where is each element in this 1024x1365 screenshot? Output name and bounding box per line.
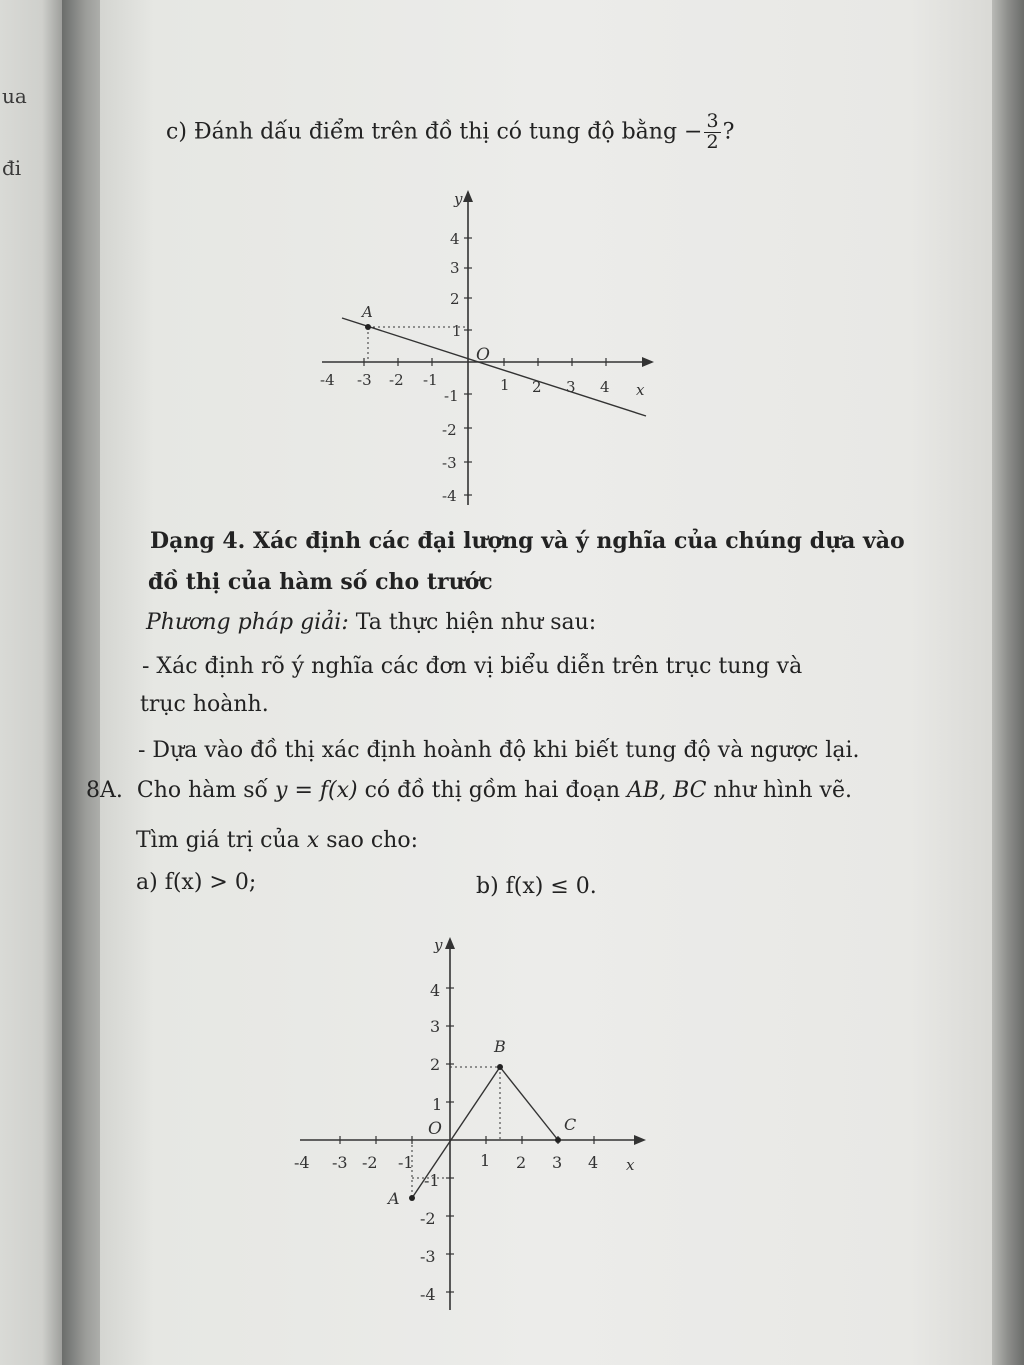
- graph-2-y-tick: 2: [430, 1055, 441, 1074]
- graph-2-x-tick: 1: [480, 1151, 491, 1170]
- graph-2-y-tick: 4: [430, 981, 441, 1000]
- exercise-number: 8A.: [86, 778, 123, 803]
- exercise-part-a: a) f(x) > 0;: [136, 870, 257, 895]
- graph-1-x-tick: -4: [320, 371, 335, 389]
- page-edge: [992, 0, 1024, 1365]
- fraction: [704, 112, 720, 153]
- exercise-text-2: có đồ thị gồm hai đoạn: [357, 778, 628, 803]
- previous-page-text-2: đi: [2, 156, 22, 180]
- fraction-numerator: 3: [706, 110, 719, 132]
- graph-2-point-C: [555, 1137, 561, 1143]
- exercise-question-end: sao cho:: [319, 828, 418, 853]
- graph-2-y-tick: -3: [420, 1247, 436, 1266]
- graph-1-point-A: [365, 324, 371, 330]
- graph-1-y-tick: -1: [444, 387, 459, 405]
- graph-2-x-tick: -2: [362, 1153, 378, 1172]
- graph-2-x-tick: 3: [552, 1153, 563, 1172]
- graph-2-x-tick: 4: [588, 1153, 599, 1172]
- graph-1-x-tick: -2: [389, 371, 404, 389]
- graph-1-origin-label: O: [476, 345, 490, 365]
- graph-1-point-A-label: A: [362, 303, 373, 321]
- graph-1-y-arrow: [463, 190, 473, 202]
- graph-1-y-tick: 2: [450, 290, 460, 308]
- graph-1-x-tick: 1: [500, 376, 510, 394]
- graph-2-point-A-label: A: [388, 1189, 400, 1208]
- section-title: Dạng 4. Xác định các đại lượng và ý nghĩa của chúng dựa vào: [150, 528, 905, 554]
- exercise-question: [136, 828, 418, 854]
- graph-1-y-tick: 4: [450, 230, 460, 248]
- graph-1-y-tick: -3: [442, 454, 457, 472]
- exercise-part-b: b) f(x) ≤ 0.: [476, 874, 597, 899]
- graph-1: [310, 180, 680, 510]
- exercise-8A: [86, 778, 852, 804]
- graph-1-x-tick: -1: [423, 371, 438, 389]
- method-label: Phương pháp giải:: [146, 610, 349, 635]
- graph-2-origin-label: O: [428, 1119, 442, 1139]
- graph-2-y-tick: -1: [424, 1171, 440, 1190]
- bullet-1: - Xác định rõ ý nghĩa các đơn vị biểu diễn trên trục tung và: [142, 654, 803, 679]
- graph-1-y-tick: 3: [450, 259, 460, 277]
- graph-2-x-tick: -4: [294, 1153, 310, 1172]
- section-title-cont: đồ thị của hàm số cho trước: [148, 569, 493, 595]
- graph-2-point-B: [497, 1064, 503, 1070]
- exercise-text-3: như hình vẽ.: [706, 778, 852, 803]
- exercise-variable: x: [306, 828, 320, 853]
- bullet-1-cont: trục hoành.: [140, 692, 269, 717]
- previous-page-text-1: ua: [2, 84, 27, 108]
- graph-1-function-line: [342, 318, 646, 416]
- bullet-2: - Dựa vào đồ thị xác định hoành độ khi biết tung độ và ngược lại.: [138, 738, 860, 763]
- graph-1-x-tick: -3: [357, 371, 372, 389]
- question-c-text: c) Đánh dấu điểm trên đồ thị có tung độ bằng −: [166, 119, 703, 145]
- graph-2-x-arrow: [634, 1135, 646, 1145]
- graph-1-x-tick: 4: [600, 378, 610, 396]
- graph-2-point-C-label: C: [564, 1115, 577, 1134]
- graph-2-x-tick: -1: [398, 1153, 414, 1172]
- graph-2-y-tick: 3: [430, 1017, 441, 1036]
- question-c-mark: ?: [722, 119, 735, 145]
- graph-2-y-label: y: [434, 936, 443, 954]
- graph-1-x-tick: 3: [566, 378, 576, 396]
- graph-1-y-label: y: [454, 190, 463, 208]
- method-text: Ta thực hiện như sau:: [348, 610, 597, 635]
- graph-1-x-label: x: [636, 381, 645, 399]
- graph-2-x-tick: 2: [516, 1153, 527, 1172]
- graph-2-point-A: [409, 1195, 415, 1201]
- graph-1-x-arrow: [642, 357, 654, 367]
- graph-2-y-tick: 1: [432, 1095, 443, 1114]
- graph-1-y-tick: -2: [442, 421, 457, 439]
- graph-1-y-tick: -4: [442, 487, 457, 505]
- graph-2-point-B-label: B: [494, 1037, 506, 1056]
- graph-1-x-tick: 2: [532, 378, 542, 396]
- exercise-function: y = f(x): [275, 778, 358, 803]
- graph-2: [290, 928, 660, 1318]
- graph-2-x-tick: -3: [332, 1153, 348, 1172]
- method-line: [146, 610, 596, 636]
- graph-2-y-tick: -2: [420, 1209, 436, 1228]
- exercise-segments: AB, BC: [627, 778, 707, 803]
- graph-2-y-tick: -4: [420, 1285, 436, 1304]
- graph-2-segment-BC: [500, 1067, 558, 1140]
- question-c: [166, 112, 734, 153]
- exercise-question-text: Tìm giá trị của: [136, 828, 307, 853]
- exercise-text: Cho hàm số: [136, 778, 276, 803]
- graph-1-y-tick: 1: [452, 322, 462, 340]
- fraction-denominator: 2: [706, 130, 719, 153]
- graph-2-y-arrow: [445, 937, 455, 949]
- graph-2-x-label: x: [626, 1156, 635, 1174]
- previous-page: [0, 0, 70, 1365]
